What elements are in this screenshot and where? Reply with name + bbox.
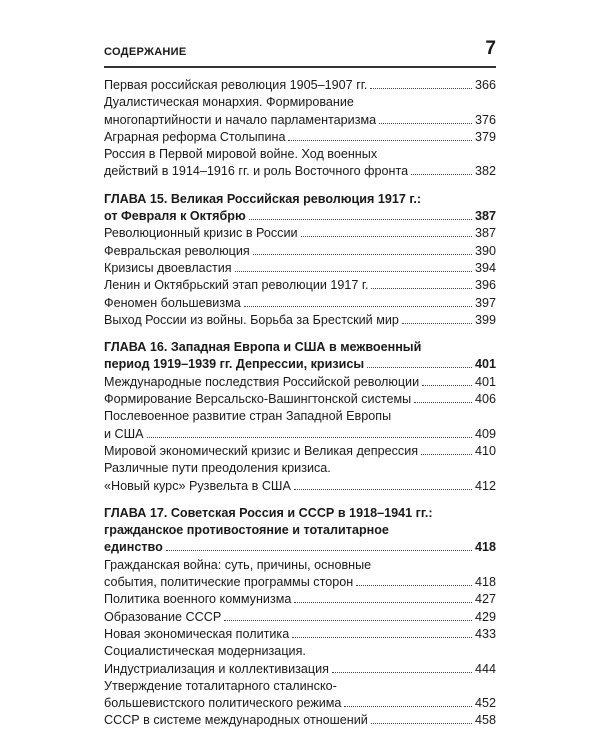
- toc-line-text: Формирование Версальско-Вашингтонской системы: [104, 392, 412, 407]
- toc-line-text: Различные пути преодоления кризиса.: [104, 461, 331, 476]
- toc-item[interactable]: [104, 295, 496, 312]
- dot-leader: [422, 385, 472, 386]
- toc-line-text: Гражданская война: суть, причины, основные: [104, 557, 372, 572]
- dot-leader: [147, 437, 472, 438]
- dot-leader: [370, 88, 472, 89]
- toc-line-text: Индустриализация и коллективизация: [104, 661, 329, 676]
- toc-line: [104, 609, 496, 626]
- toc-line-text: гражданское противостояние и тоталитарное: [104, 523, 389, 538]
- dot-leader: [356, 585, 472, 586]
- toc-item[interactable]: [104, 94, 496, 129]
- toc-line-text: Новая экономическая политика: [104, 626, 290, 641]
- toc-page-number: 387: [474, 209, 496, 224]
- toc-line: [104, 374, 496, 391]
- toc-item[interactable]: [104, 443, 496, 460]
- dot-leader: [253, 254, 472, 255]
- toc-item[interactable]: [104, 408, 496, 443]
- toc-item[interactable]: [104, 391, 496, 408]
- dot-leader: [371, 288, 472, 289]
- toc-item[interactable]: [104, 460, 496, 495]
- toc-line: [104, 478, 496, 495]
- toc-line-text: Аграрная реформа Столыпина: [104, 129, 286, 144]
- toc-line: [104, 661, 496, 678]
- toc-line-text: ГЛАВА 16. Западная Европа и США в межвоенный: [104, 340, 422, 355]
- toc-page-number: 429: [474, 609, 496, 624]
- toc-line-text: Образование СССР: [104, 609, 222, 624]
- toc-line: [104, 557, 496, 574]
- toc-line-text: ГЛАВА 15. Великая Российская революция 1917 г.:: [104, 191, 422, 206]
- toc-line-text: Мировой экономический кризис и Великая депрессия: [104, 443, 419, 458]
- toc-page-number: 412: [474, 478, 496, 493]
- toc-chapter-heading[interactable]: [104, 339, 496, 374]
- dot-leader: [344, 706, 472, 707]
- toc-line: [104, 408, 496, 425]
- toc-line-text: СССР в системе международных отношений: [104, 713, 368, 728]
- chapter-spacer: [104, 495, 496, 505]
- dot-leader: [414, 402, 472, 403]
- toc-item[interactable]: [104, 374, 496, 391]
- toc-page-number: 399: [474, 312, 496, 327]
- toc-page-number: 379: [474, 129, 496, 144]
- toc-line: [104, 163, 496, 180]
- toc-line: [104, 626, 496, 643]
- toc-item[interactable]: [104, 609, 496, 626]
- toc-line: [104, 356, 496, 373]
- toc-chapter-heading[interactable]: [104, 191, 496, 226]
- dot-leader: [288, 140, 472, 141]
- toc-line: [104, 712, 496, 729]
- toc-item[interactable]: [104, 129, 496, 146]
- dot-leader: [379, 123, 472, 124]
- toc-line: [104, 591, 496, 608]
- toc-item[interactable]: [104, 77, 496, 94]
- toc-page-number: 401: [474, 374, 496, 389]
- toc-line-text: Кризисы двоевластия: [104, 260, 232, 275]
- toc-line-text: ГЛАВА 17. Советская Россия и СССР в 1918–1941 гг.:: [104, 505, 433, 520]
- toc-line-text: от Февраля к Октябрю: [104, 209, 246, 224]
- toc-item[interactable]: [104, 591, 496, 608]
- chapter-spacer: [104, 329, 496, 339]
- toc-line-text: Дуалистическая монархия. Формирование: [104, 95, 354, 110]
- dot-leader: [367, 367, 472, 368]
- toc-line: [104, 312, 496, 329]
- dot-leader: [301, 236, 472, 237]
- dot-leader: [235, 271, 472, 272]
- toc-line-text: «Новый курс» Рузвельта в США: [104, 478, 291, 493]
- toc-line: [104, 129, 496, 146]
- toc-line: [104, 225, 496, 242]
- dot-leader: [294, 602, 472, 603]
- dot-leader: [402, 323, 472, 324]
- toc-line: [104, 443, 496, 460]
- toc-line-text: Февральская революция: [104, 243, 250, 258]
- toc-line-text: период 1919–1939 гг. Депрессии, кризисы: [104, 357, 365, 372]
- toc-line-text: многопартийности и начало парламентаризма: [104, 112, 377, 127]
- toc-page-number: 376: [474, 112, 496, 127]
- toc-page-number: 427: [474, 592, 496, 607]
- toc-page-number: 433: [474, 626, 496, 641]
- toc-item[interactable]: [104, 712, 496, 729]
- toc-item[interactable]: [104, 277, 496, 294]
- toc-page-number: 444: [474, 661, 496, 676]
- dot-leader: [294, 489, 472, 490]
- toc-page-number: 396: [474, 278, 496, 293]
- toc-line: [104, 260, 496, 277]
- dot-leader: [249, 219, 472, 220]
- toc-line-text: Социалистическая модернизация.: [104, 644, 306, 659]
- toc-line-text: Политика военного коммунизма: [104, 592, 292, 607]
- toc-line: [104, 339, 496, 356]
- toc-page-number: 410: [474, 443, 496, 458]
- toc-line-text: единство: [104, 540, 163, 555]
- toc-line: [104, 277, 496, 294]
- toc-item[interactable]: [104, 557, 496, 592]
- toc-line-text: и США: [104, 426, 144, 441]
- toc-page-number: 394: [474, 260, 496, 275]
- toc-line-text: Послевоенное развитие стран Западной Европы: [104, 409, 392, 424]
- toc-line-text: Ленин и Октябрьский этап революции 1917 г.: [104, 278, 369, 293]
- toc-line-text: большевистского политического режима: [104, 696, 342, 711]
- toc-line-text: Феномен большевизма: [104, 295, 241, 310]
- dot-leader: [421, 454, 472, 455]
- toc-page-number: 401: [474, 357, 496, 372]
- toc-line: [104, 77, 496, 94]
- header-rule: [104, 66, 496, 68]
- toc-page-number: 418: [474, 575, 496, 590]
- dot-leader: [332, 672, 472, 673]
- toc-line: [104, 505, 496, 522]
- toc-line-text: действий в 1914–1916 гг. и роль Восточного фронта: [104, 164, 409, 179]
- toc-item[interactable]: [104, 626, 496, 643]
- toc-line-text: Первая российская революция 1905–1907 гг.: [104, 78, 368, 92]
- toc-item[interactable]: [104, 225, 496, 242]
- toc-line: [104, 643, 496, 660]
- toc-line-text: Международные последствия Российской революции: [104, 374, 420, 389]
- toc-item[interactable]: [104, 643, 496, 678]
- toc-line-text: Россия в Первой мировой войне. Ход военных: [104, 147, 378, 162]
- page-number: 7: [485, 38, 496, 59]
- toc-page-number: 390: [474, 243, 496, 258]
- toc-page-number: 397: [474, 295, 496, 310]
- toc-line: [104, 391, 496, 408]
- toc-line: [104, 146, 496, 163]
- dot-leader: [292, 637, 472, 638]
- toc-line: [104, 295, 496, 312]
- toc-line: [104, 695, 496, 712]
- toc-line: [104, 460, 496, 477]
- toc-page-number: 366: [474, 78, 496, 92]
- toc-line-text: Революционный кризис в России: [104, 226, 298, 241]
- toc-line: [104, 574, 496, 591]
- toc-page-number: 452: [474, 696, 496, 711]
- toc-line: [104, 94, 496, 111]
- toc-line: [104, 522, 496, 539]
- toc-line: [104, 426, 496, 443]
- toc-line: [104, 112, 496, 129]
- dot-leader: [371, 723, 472, 724]
- toc-line: [104, 208, 496, 225]
- toc-line: [104, 539, 496, 556]
- toc-item[interactable]: [104, 312, 496, 329]
- toc-chapter-heading[interactable]: [104, 505, 496, 557]
- page-header: [104, 40, 496, 64]
- dot-leader: [224, 620, 472, 621]
- dot-leader: [166, 550, 472, 551]
- toc-line-text: Утверждение тоталитарного сталинско-: [104, 678, 337, 693]
- toc-line-text: Выход России из войны. Борьба за Брестский мир: [104, 312, 399, 327]
- toc-page-number: 387: [474, 226, 496, 241]
- toc-line: [104, 678, 496, 695]
- dot-leader: [244, 306, 472, 307]
- table-of-contents: [104, 77, 496, 730]
- toc-line-text: события, политические программы сторон: [104, 575, 354, 590]
- toc-page-number: 458: [474, 713, 496, 728]
- dot-leader: [411, 174, 472, 175]
- section-title: СОДЕРЖАНИЕ: [104, 46, 187, 58]
- toc-item[interactable]: [104, 260, 496, 277]
- toc-page-number: 418: [474, 540, 496, 555]
- toc-line: [104, 243, 496, 260]
- chapter-spacer: [104, 181, 496, 191]
- toc-item[interactable]: [104, 678, 496, 713]
- toc-page-number: 409: [474, 426, 496, 441]
- toc-item[interactable]: [104, 243, 496, 260]
- toc-line: [104, 191, 496, 208]
- toc-item[interactable]: [104, 146, 496, 181]
- toc-page-number: 382: [474, 164, 496, 179]
- toc-page-number: 406: [474, 392, 496, 407]
